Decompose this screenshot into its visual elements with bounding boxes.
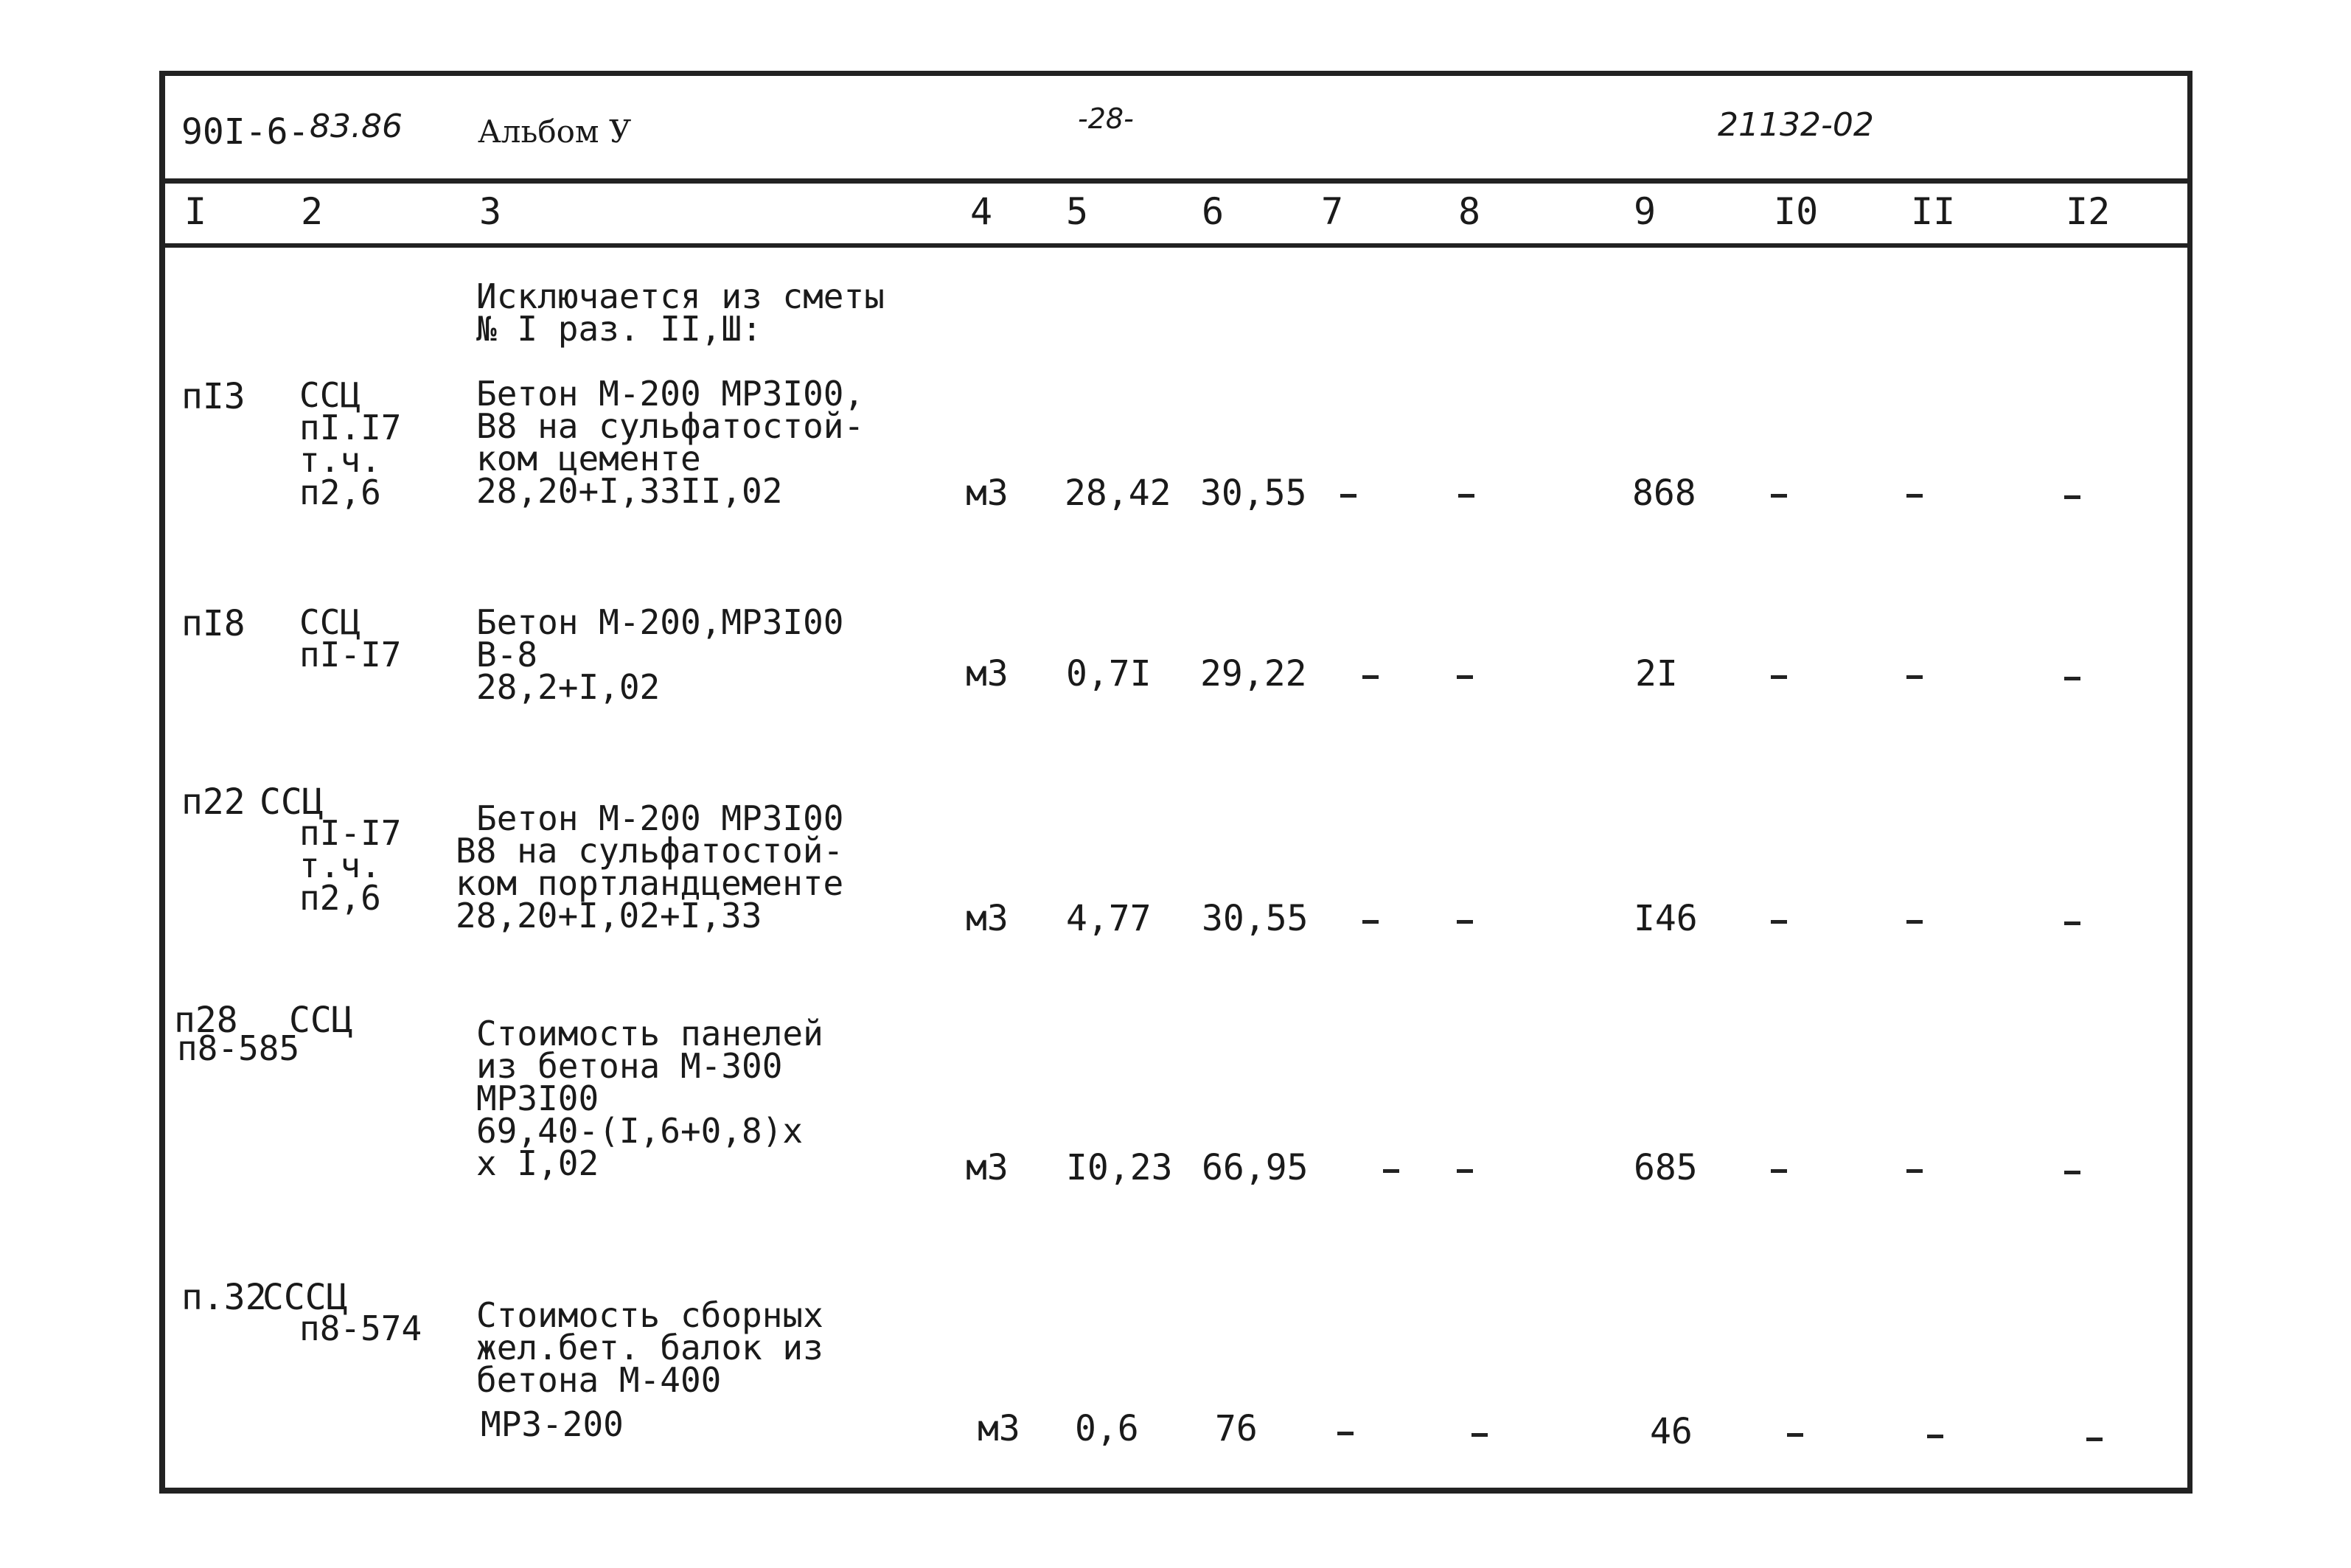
row-1-unit: м3 (966, 473, 1009, 514)
row-4-col10-dash (1771, 1169, 1787, 1173)
row-2-col10-dash (1771, 675, 1787, 679)
row-5-total: 46 (1650, 1411, 1693, 1452)
row-2-col7-dash (1362, 675, 1379, 679)
row-5-col7-dash (1337, 1432, 1354, 1435)
row-4-quantity: I0,23 (1066, 1147, 1173, 1188)
column-number-3: 3 (479, 190, 502, 233)
row-1-col11-dash (1906, 494, 1923, 498)
row-4-col11-dash (1906, 1169, 1923, 1173)
row-5-price: 76 (1215, 1408, 1258, 1449)
row-3-col12-dash (2064, 921, 2080, 925)
document-code-handwritten: 83.86 (310, 108, 403, 145)
row-5-col11-dash (1927, 1435, 1943, 1438)
document-frame (159, 71, 2192, 1494)
row-1-col12-dash (2064, 495, 2080, 499)
row-2-reference: ССЦ пI-I7 (299, 602, 402, 675)
row-2-col12-dash (2064, 677, 2080, 680)
row-1-quantity: 28,42 (1065, 473, 1171, 514)
row-2-total: 2I (1635, 653, 1678, 694)
column-number-4: 4 (970, 190, 993, 233)
row-3-quantity: 4,77 (1066, 898, 1152, 939)
row-4-col7-dash (1383, 1169, 1399, 1173)
row-1-total: 868 (1632, 473, 1696, 514)
row-3-col10-dash (1771, 920, 1787, 924)
row-2-unit: м3 (966, 653, 1009, 694)
column-number-2: 2 (301, 190, 324, 233)
row-5-reference-head: СССЦ (262, 1277, 348, 1318)
column-number-9: 9 (1634, 190, 1657, 233)
row-1-price: 30,55 (1200, 473, 1307, 514)
row-3-description-first: Бетон М-200 МРЗI00 (476, 798, 844, 838)
row-4-col8-dash (1457, 1169, 1473, 1173)
row-2-quantity: 0,7I (1066, 653, 1152, 694)
page-number: -28- (1078, 102, 1134, 135)
row-5-reference: п8-574 (299, 1309, 422, 1348)
row-5-unit: м3 (978, 1408, 1020, 1449)
row-3-col11-dash (1906, 920, 1923, 924)
header-rule (159, 178, 2192, 184)
row-5-description-last: МРЗ-200 (481, 1404, 624, 1444)
document-code: 90I-6- (181, 111, 310, 153)
row-4-reference-head: ССЦ (289, 1000, 353, 1041)
column-number-7: 7 (1321, 190, 1344, 233)
row-5-quantity: 0,6 (1075, 1408, 1139, 1449)
row-3-position: п22 (181, 781, 245, 823)
row-1-position: пI3 (181, 376, 245, 417)
row-5-description: Стоимость сборных жел.бет. балок из бетона М-400 (476, 1295, 823, 1400)
row-2-position: пI8 (181, 603, 245, 644)
row-3-col8-dash (1457, 920, 1473, 924)
row-4-unit: м3 (966, 1147, 1009, 1188)
section-intro: Исключается из сметы № I раз. II,Ш: (476, 276, 885, 349)
row-2-description: Бетон М-200,МРЗI00 В-8 28,2+I,02 (476, 602, 844, 707)
row-3-col7-dash (1362, 920, 1379, 924)
column-number-8: 8 (1458, 190, 1481, 233)
album-label: Альбом У (478, 114, 632, 150)
column-number-5: 5 (1066, 190, 1089, 233)
row-4-total: 685 (1634, 1147, 1698, 1188)
column-number-1: I (184, 190, 207, 233)
row-1-col8-dash (1458, 494, 1474, 498)
row-2-col11-dash (1906, 675, 1923, 679)
row-3-reference: пI-I7 т.ч. п2,6 (299, 813, 402, 918)
row-2-col8-dash (1457, 675, 1473, 679)
row-4-reference: п8-585 (177, 1028, 300, 1068)
row-5-col10-dash (1787, 1433, 1803, 1437)
column-number-12: I2 (2066, 190, 2111, 233)
row-3-unit: м3 (966, 898, 1009, 939)
document-number: 21132-02 (1718, 106, 1874, 144)
row-5-col12-dash (2086, 1438, 2103, 1441)
row-1-reference: ССЦ пI.I7 т.ч. п2,6 (299, 375, 402, 512)
row-3-description: В8 на сульфатостой- ком портландцементе 28,20+I,02+I,33 (456, 831, 844, 935)
column-number-11: II (1911, 190, 1956, 233)
row-4-col12-dash (2064, 1171, 2080, 1174)
row-1-description: Бетон М-200 МРЗI00, В8 на сульфатостой- ком цементе 28,20+I,33II,02 (476, 374, 865, 511)
row-4-price: 66,95 (1202, 1147, 1309, 1188)
row-4-description: Стоимость панелей из бетона М-300 МРЗI00 69,40-(I,6+0,8)х х I,02 (476, 1014, 823, 1183)
column-header-rule (159, 243, 2192, 248)
row-5-col8-dash (1471, 1433, 1488, 1437)
row-3-price: 30,55 (1202, 898, 1309, 939)
column-number-6: 6 (1202, 190, 1225, 233)
row-3-reference-head: ССЦ (260, 781, 324, 823)
row-1-col7-dash (1340, 494, 1356, 498)
row-2-price: 29,22 (1200, 653, 1307, 694)
row-3-total: I46 (1634, 898, 1698, 939)
row-4-position: п28 (174, 1000, 238, 1041)
row-1-col10-dash (1771, 494, 1787, 498)
column-number-10: I0 (1774, 190, 1819, 233)
row-5-position: п.32 (181, 1277, 267, 1318)
